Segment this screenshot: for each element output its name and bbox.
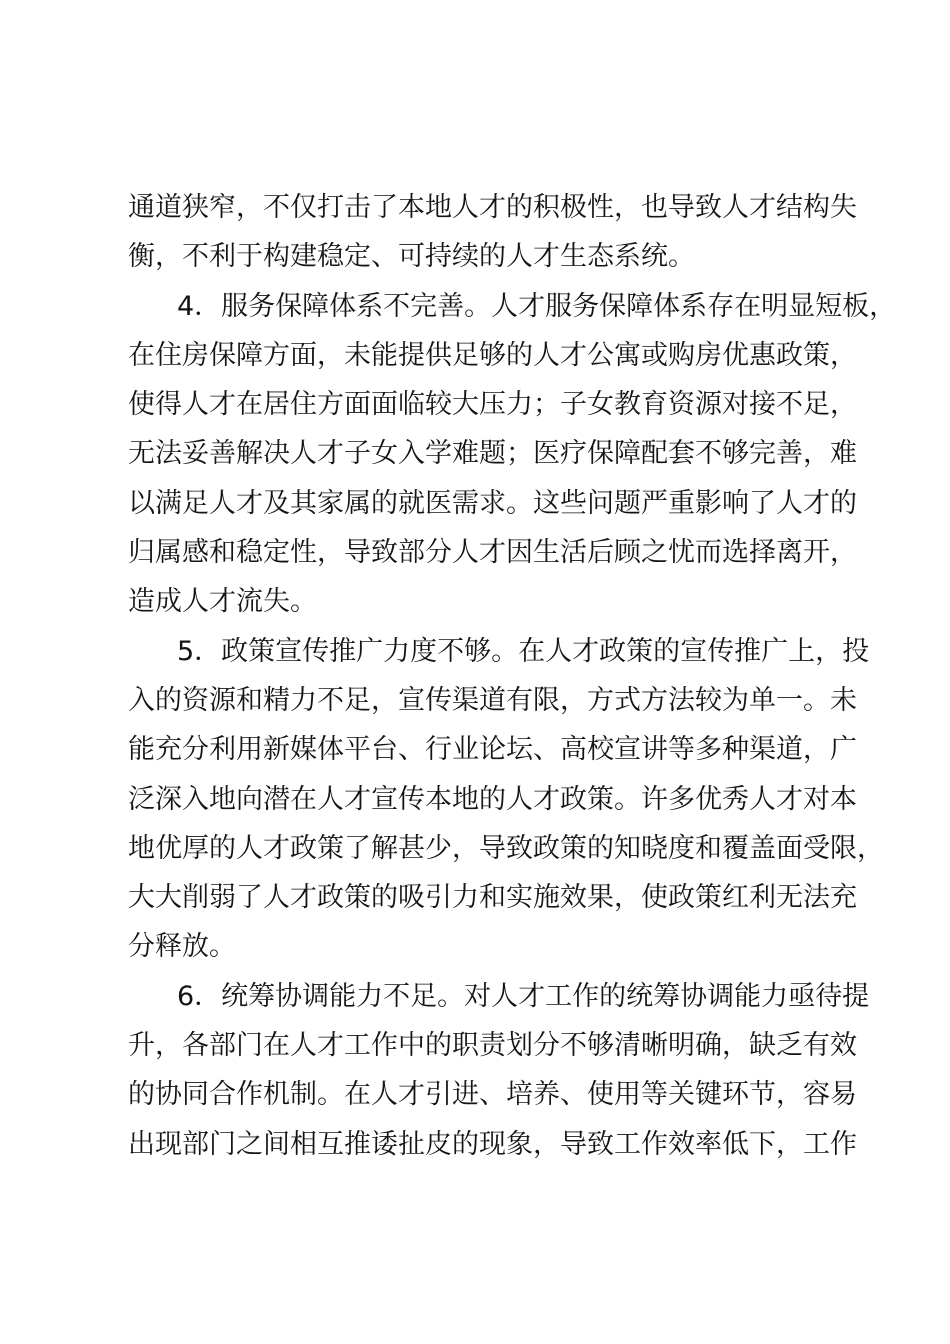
text-line: 通道狭窄，不仅打击了本地人才的积极性，也导致人才结构失 — [128, 192, 857, 223]
text-line: 能充分利用新媒体平台、行业论坛、高校宣讲等多种渠道，广 — [128, 734, 857, 766]
text-line: 衡，不利于构建稳定、可持续的人才生态系统。 — [128, 241, 695, 273]
text-line: 分释放。 — [128, 931, 236, 963]
text-line: 无法妥善解决人才子女入学难题；医疗保障配套不够完善，难 — [128, 438, 857, 470]
paragraph-heading-5: 5．政策宣传推广力度不够。在人才政策的宣传推广上，投 — [177, 635, 870, 667]
text-line: 造成人才流失。 — [128, 586, 317, 618]
text-line: 使得人才在居住方面面临较大压力；子女教育资源对接不足， — [128, 389, 857, 421]
text-line: 升，各部门在人才工作中的职责划分不够清晰明确，缺乏有效 — [128, 1030, 857, 1062]
document-body — [128, 183, 897, 1169]
text-line: 泛深入地向潜在人才宣传本地的人才政策。许多优秀人才对本 — [128, 783, 857, 815]
text-line: 以满足人才及其家属的就医需求。这些问题严重影响了人才的 — [128, 487, 857, 519]
text-line: 大大削弱了人才政策的吸引力和实施效果，使政策红利无法充 — [128, 882, 857, 914]
text-line: 出现部门之间相互推诿扯皮的现象，导致工作效率低下，工作 — [128, 1128, 857, 1160]
paragraph-heading-4: 4．服务保障体系不完善。人才服务保障体系存在明显短板， — [177, 290, 897, 322]
text-line: 在住房保障方面，未能提供足够的人才公寓或购房优惠政策， — [128, 339, 857, 371]
text-line: 的协同合作机制。在人才引进、培养、使用等关键环节，容易 — [128, 1079, 857, 1111]
text-line: 入的资源和精力不足，宣传渠道有限，方式方法较为单一。未 — [128, 684, 857, 716]
paragraph-heading-6: 6．统筹协调能力不足。对人才工作的统筹协调能力亟待提 — [177, 980, 870, 1012]
text-line: 归属感和稳定性，导致部分人才因生活后顾之忧而选择离开， — [128, 537, 857, 569]
text-line: 地优厚的人才政策了解甚少，导致政策的知晓度和覆盖面受限， — [128, 832, 884, 864]
